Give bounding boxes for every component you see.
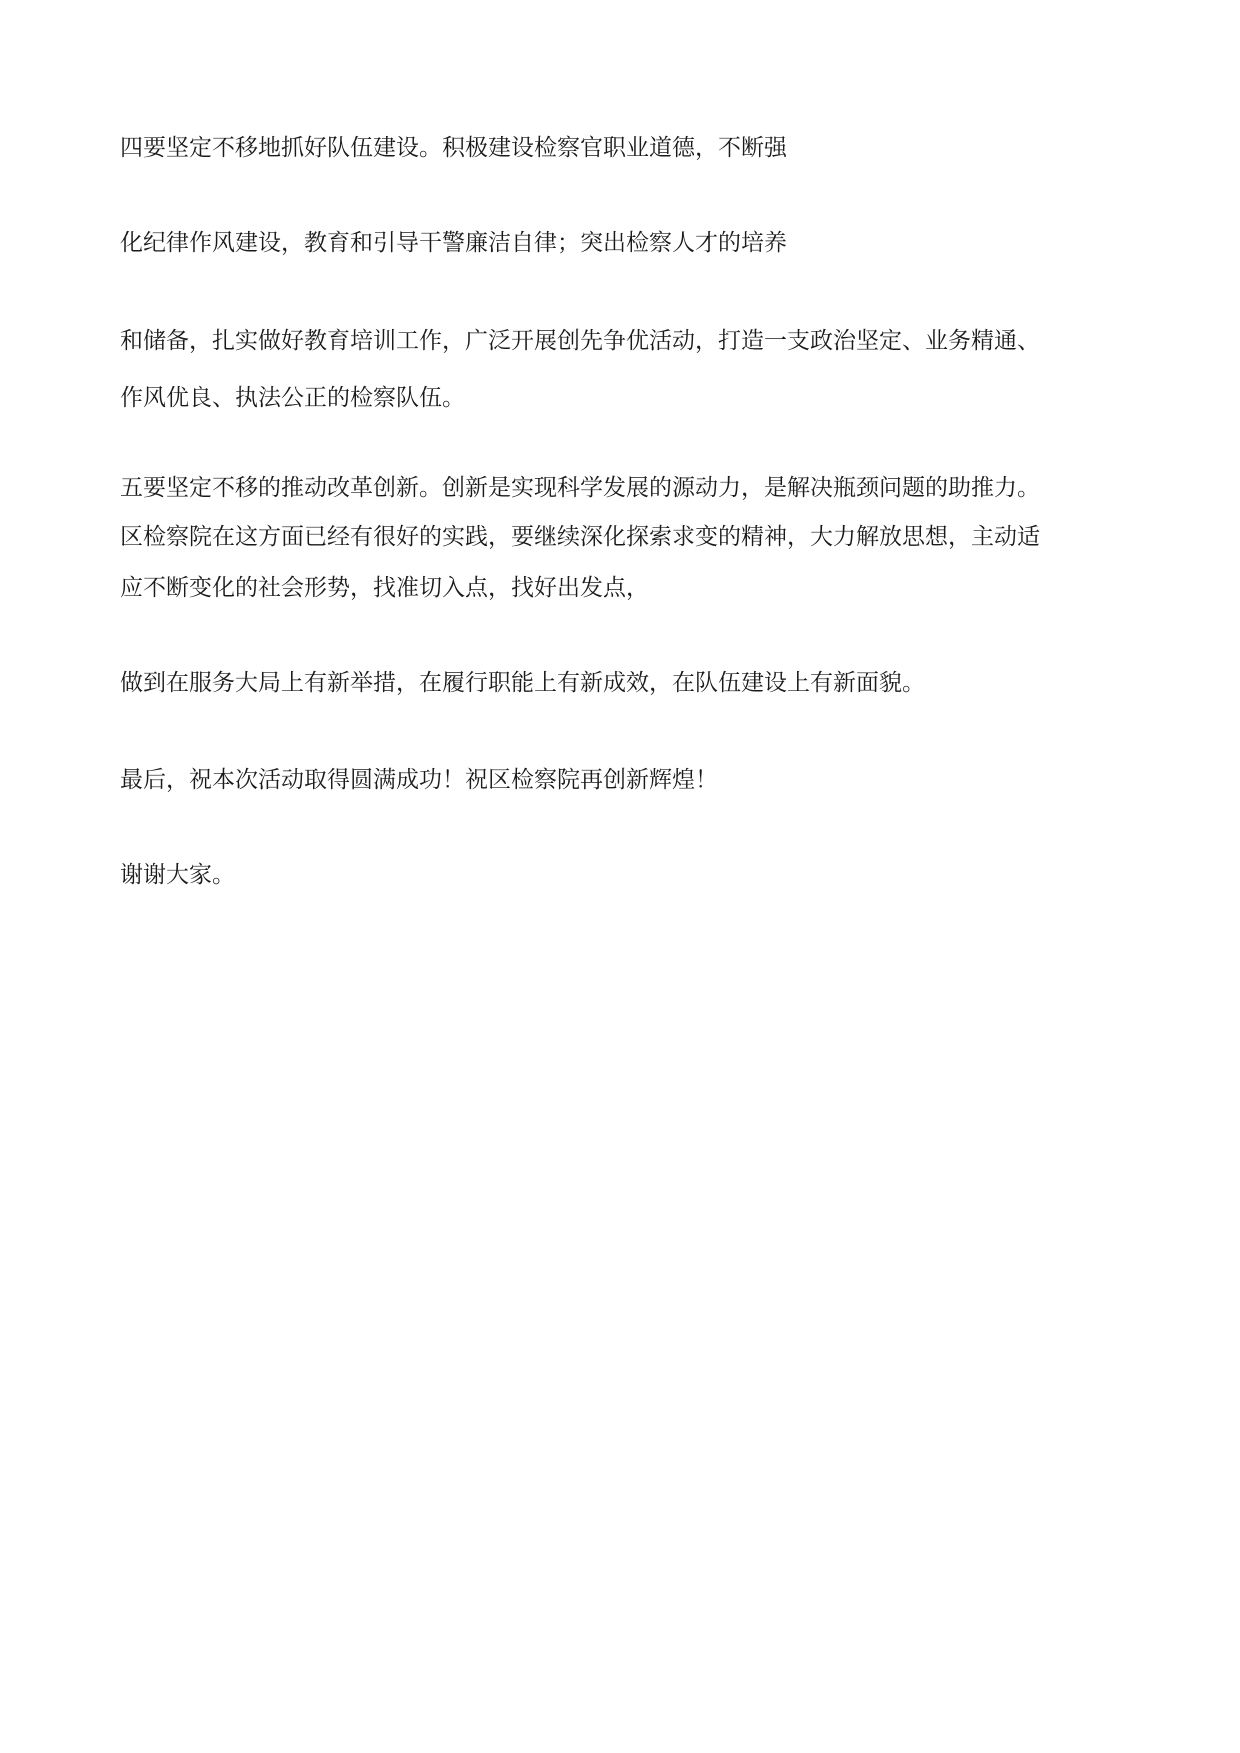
paragraph-4-line-3: 应不断变化的社会形势，找准切入点，找好出发点， [120, 575, 649, 601]
paragraph-7-line-1: 谢谢大家。 [120, 862, 235, 888]
paragraph-3-line-1: 和储备，扎实做好教育培训工作，广泛开展创先争优活动，打造一支政治坚定、业务精通、 [120, 328, 1040, 354]
paragraph-4-line-1: 五要坚定不移的推动改革创新。创新是实现科学发展的源动力，是解决瓶颈问题的助推力。 [120, 475, 1040, 501]
paragraph-5-line-1: 做到在服务大局上有新举措，在履行职能上有新成效，在队伍建设上有新面貌。 [120, 670, 925, 696]
paragraph-3-line-2: 作风优良、执法公正的检察队伍。 [120, 385, 465, 411]
paragraph-1-line-1: 四要坚定不移地抓好队伍建设。积极建设检察官职业道德，不断强 [120, 135, 787, 161]
paragraph-4-line-2: 区检察院在这方面已经有很好的实践，要继续深化探索求变的精神，大力解放思想，主动适 [120, 524, 1040, 550]
paragraph-2-line-1: 化纪律作风建设，教育和引导干警廉洁自律；突出检察人才的培养 [120, 230, 787, 256]
paragraph-6-line-1: 最后，祝本次活动取得圆满成功！祝区检察院再创新辉煌！ [120, 767, 718, 793]
